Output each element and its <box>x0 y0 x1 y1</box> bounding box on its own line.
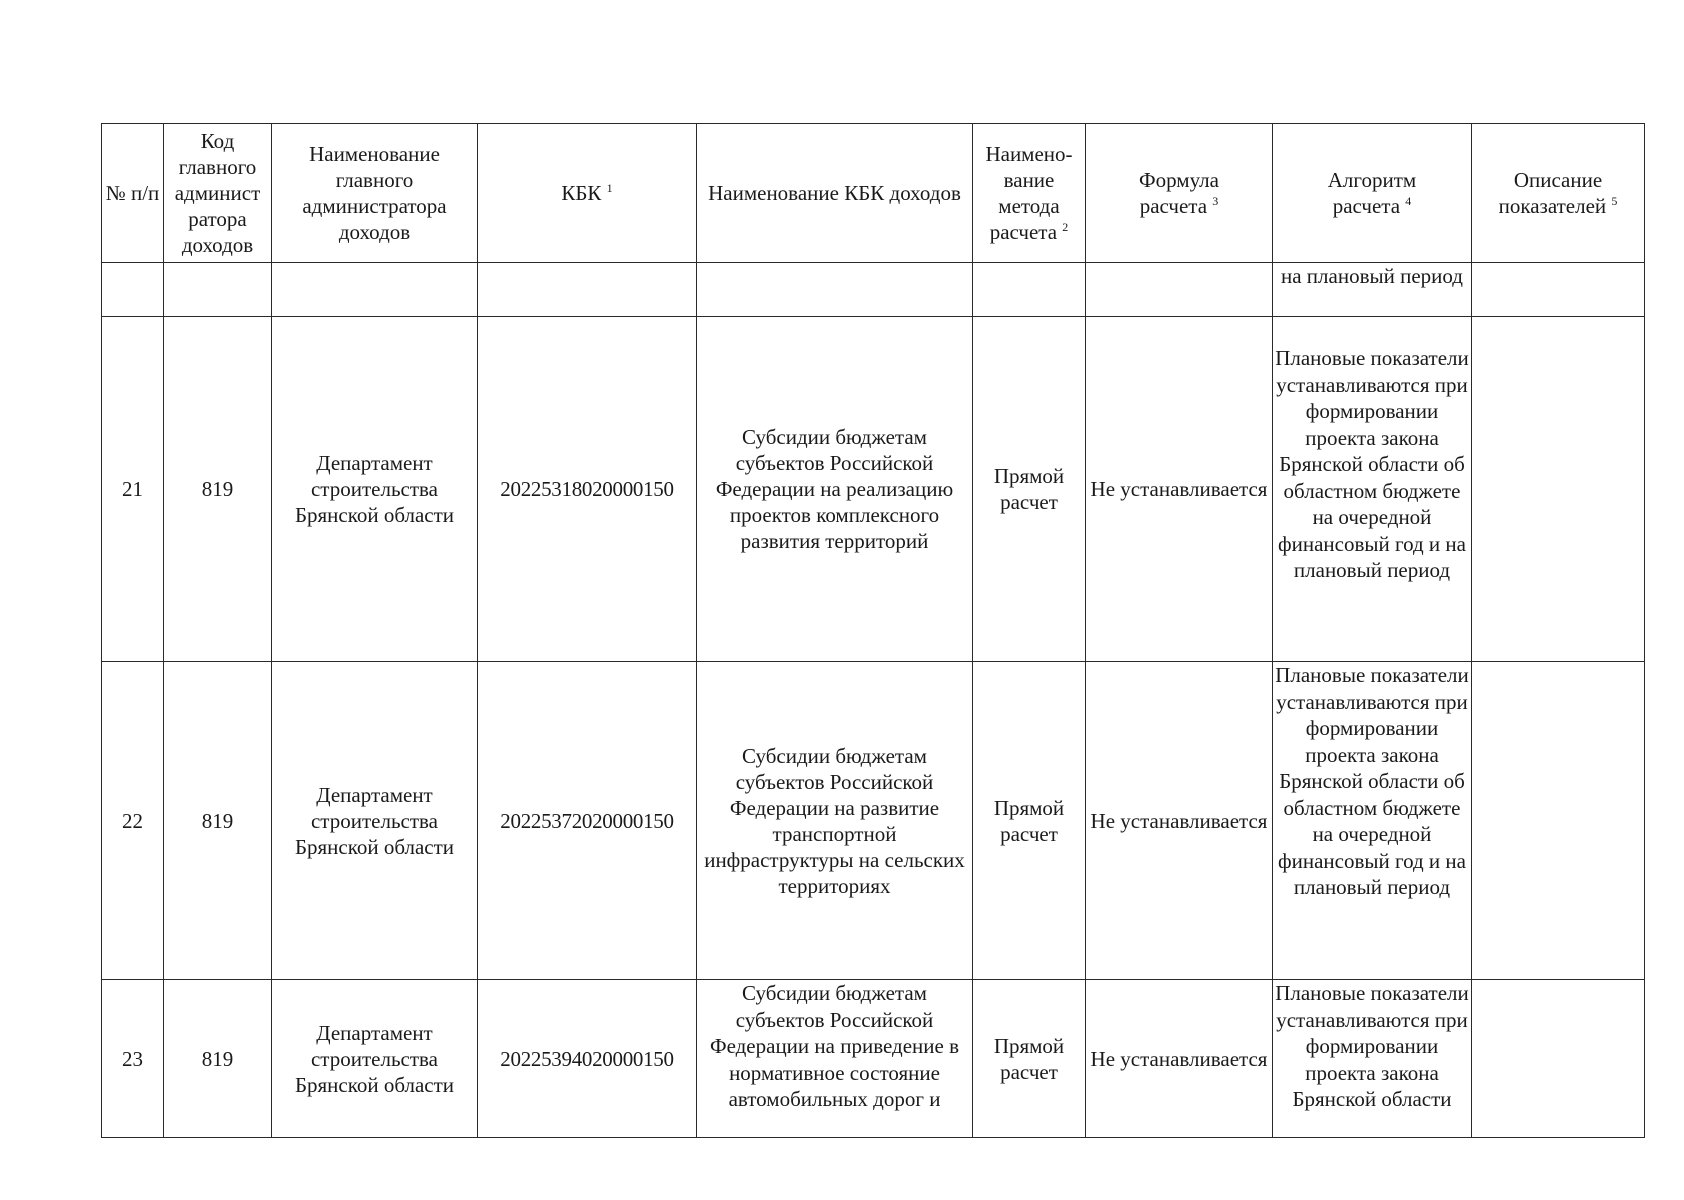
header-formula-line2: расчета <box>1139 194 1208 218</box>
header-description <box>1472 124 1645 263</box>
cell-admin-name: Департамент строительства Брянской области <box>272 662 478 980</box>
footnote-5: 5 <box>1611 194 1618 208</box>
footnote-3: 3 <box>1212 194 1219 208</box>
header-method <box>973 124 1086 263</box>
cell-formula: Не устанавливается <box>1086 980 1273 1138</box>
header-description-line2: показателей <box>1498 194 1607 218</box>
cell-kbk-name <box>697 263 973 317</box>
header-method-line3: метода <box>998 194 1060 218</box>
header-method-line1: Наимено- <box>985 142 1073 166</box>
header-algorithm-line1: Алгоритм <box>1327 168 1417 192</box>
cell-description <box>1472 317 1645 662</box>
cell-formula: Не устанавливается <box>1086 317 1273 662</box>
footnote-1: 1 <box>606 181 613 195</box>
footnote-2: 2 <box>1062 220 1069 234</box>
cell-description <box>1472 980 1645 1138</box>
header-method-line4: расчета <box>989 220 1058 244</box>
cell-method: Прямой расчет <box>973 317 1086 662</box>
cell-algorithm: Плановые показатели устанавливаются при формировании проекта закона Брянской области <box>1273 980 1472 1138</box>
cell-admin-code: 819 <box>164 662 272 980</box>
table-row <box>102 317 1645 662</box>
cell-admin-code <box>164 263 272 317</box>
income-calculation-table <box>101 123 1645 1138</box>
header-method-line2: вание <box>1003 168 1055 192</box>
footnote-4: 4 <box>1405 194 1412 208</box>
cell-admin-name: Департамент строительства Брянской области <box>272 317 478 662</box>
cell-kbk-name: Субсидии бюджетам субъектов Российской Федерации на развитие транспортной инфраструктуры на сельских территориях <box>697 662 973 980</box>
cell-algorithm: Плановые показатели устанавливаются при формировании проекта закона Брянской области об областном бюджете на очередной финансовый год и на плановый период <box>1273 662 1472 980</box>
continuation-row <box>102 263 1645 317</box>
cell-admin-name: Департамент строительства Брянской области <box>272 980 478 1138</box>
cell-num: 22 <box>102 662 164 980</box>
table-body <box>102 263 1645 1138</box>
cell-admin-code: 819 <box>164 317 272 662</box>
header-formula-line1: Формула <box>1139 168 1219 192</box>
header-num: № п/п <box>102 124 164 263</box>
cell-method <box>973 263 1086 317</box>
header-formula <box>1086 124 1273 263</box>
cell-kbk-name: Субсидии бюджетам субъектов Российской Федерации на реализацию проектов комплексного развития территорий <box>697 317 973 662</box>
cell-kbk: 20225318020000150 <box>478 317 697 662</box>
header-admin-name: Наименование главного администратора доходов <box>272 124 478 263</box>
cell-num <box>102 263 164 317</box>
header-algorithm <box>1273 124 1472 263</box>
cell-kbk: 20225372020000150 <box>478 662 697 980</box>
cell-kbk: 20225394020000150 <box>478 980 697 1138</box>
cell-admin-code: 819 <box>164 980 272 1138</box>
header-kbk-label: КБК <box>561 181 602 205</box>
header-admin-code: Код главного админист ратора доходов <box>164 124 272 263</box>
table-row <box>102 662 1645 980</box>
header-kbk-name: Наименование КБК доходов <box>697 124 973 263</box>
cell-algorithm: Плановые показатели устанавливаются при формировании проекта закона Брянской области об областном бюджете на очередной финансовый год и на плановый период <box>1273 317 1472 662</box>
header-description-line1: Описание <box>1513 168 1603 192</box>
cell-admin-name <box>272 263 478 317</box>
header-kbk <box>478 124 697 263</box>
cell-formula: Не устанавливается <box>1086 662 1273 980</box>
cell-method: Прямой расчет <box>973 662 1086 980</box>
cell-formula <box>1086 263 1273 317</box>
header-algorithm-line2: расчета <box>1332 194 1401 218</box>
cell-kbk <box>478 263 697 317</box>
cell-description <box>1472 263 1645 317</box>
cell-description <box>1472 662 1645 980</box>
table-row <box>102 980 1645 1138</box>
header-row <box>102 124 1645 263</box>
cell-num: 21 <box>102 317 164 662</box>
cell-method: Прямой расчет <box>973 980 1086 1138</box>
table-header <box>102 124 1645 263</box>
cell-num: 23 <box>102 980 164 1138</box>
cell-algorithm: на плановый период <box>1273 263 1472 317</box>
cell-kbk-name: Субсидии бюджетам субъектов Российской Федерации на приведение в нормативное состояние автомобильных дорог и <box>697 980 973 1138</box>
